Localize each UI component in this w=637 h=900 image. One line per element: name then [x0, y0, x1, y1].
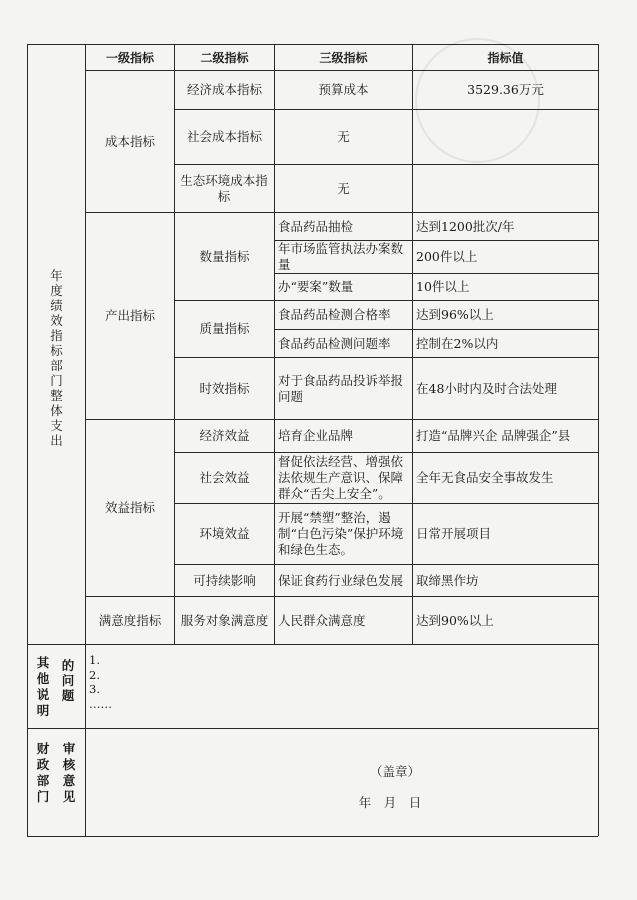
- benefit-l3: 开展“禁塑”整治，遏制“白色污染”保护环境和绿色生态。: [278, 510, 404, 557]
- cost-l2: 经济成本指标: [186, 82, 262, 97]
- note-item: 3.: [89, 682, 100, 696]
- benefit-l3: 培育企业品牌: [278, 428, 354, 443]
- benefit-indicator-label: 效益指标: [104, 500, 155, 515]
- review-label-a: 财 政 部 门: [36, 741, 50, 804]
- cost-l3: 无: [337, 180, 350, 196]
- benefit-value: 打造“品牌兴企 品牌强企”县: [416, 428, 571, 443]
- benefit-l3: 保证食药行业绿色发展: [278, 572, 404, 588]
- cost-l3: 无: [337, 129, 350, 144]
- other-notes-list: [89, 653, 112, 711]
- benefit-l2: 社会效益: [199, 470, 250, 485]
- quality-value: 达到96%以上: [416, 307, 494, 322]
- quality-value: 控制在2%以内: [416, 335, 499, 351]
- header-level3: 三级指标: [319, 50, 368, 65]
- other-label-b: 的 问 题: [61, 657, 75, 703]
- satisfaction-indicator-label: 满意度指标: [98, 612, 162, 628]
- cost-value: [413, 110, 598, 164]
- benefit-l2: 环境效益: [199, 526, 250, 541]
- rule: [27, 728, 598, 729]
- review-date: 年 月 日: [358, 795, 422, 810]
- seal-text: （盖章）: [369, 764, 420, 779]
- quantity-l3: 食品药品抽检: [278, 218, 354, 234]
- benefit-l3: 督促依法经营、增强依法依规生产意识、保障群众“舌尖上安全”。: [278, 454, 404, 501]
- benefit-value: 全年无食品安全事故发生: [416, 470, 554, 485]
- quantity-value: 10件以上: [416, 279, 470, 294]
- benefit-value: 日常开展项目: [416, 526, 492, 541]
- cost-indicator-label: 成本指标: [104, 133, 155, 149]
- rule: [598, 44, 599, 836]
- header-level1: 一级指标: [105, 50, 154, 65]
- note-item: 1.: [89, 653, 100, 667]
- rule: [27, 836, 598, 837]
- cost-l2: 生态环境成本指标: [180, 172, 268, 204]
- quality-l3: 食品药品检测合格率: [278, 307, 391, 322]
- cost-value: [413, 165, 598, 212]
- output-indicator-label: 产出指标: [104, 308, 155, 323]
- cost-l2: 社会成本指标: [186, 129, 262, 144]
- note-item: ……: [89, 696, 112, 711]
- timeliness-indicator-label: 时效指标: [199, 380, 250, 396]
- header-value: 指标值: [487, 50, 524, 65]
- note-item: 2.: [89, 667, 100, 682]
- section-title: 年 度 绩 效 指 标 部 门 整 体 支 出: [50, 267, 63, 448]
- benefit-value: 取缔黑作坊: [416, 572, 479, 588]
- review-label-b: 审 核 意 见: [62, 741, 76, 804]
- quantity-value: 达到1200批次/年: [416, 218, 515, 234]
- benefit-l2: 经济效益: [199, 428, 250, 443]
- quantity-indicator-label: 数量指标: [199, 248, 250, 264]
- cost-value: 3529.36万元: [467, 82, 544, 97]
- rule: [27, 644, 598, 645]
- other-label-a: 其 他 说 明: [36, 655, 50, 718]
- quantity-value: 200件以上: [416, 249, 478, 264]
- timeliness-l3: 对于食品药品投诉举报问题: [278, 372, 404, 404]
- header-level2: 二级指标: [200, 50, 249, 65]
- satisfaction-l3: 人民群众满意度: [278, 612, 366, 628]
- satisfaction-value: 达到90%以上: [416, 612, 494, 628]
- quality-indicator-label: 质量指标: [199, 321, 250, 336]
- quantity-l3: 年市场监管执法办案数量: [278, 241, 404, 272]
- quantity-l3: 办“要案”数量: [278, 279, 354, 294]
- benefit-l2: 可持续影响: [193, 572, 256, 588]
- quality-l3: 食品药品检测问题率: [278, 335, 391, 351]
- timeliness-value: 在48小时内及时合法处理: [416, 380, 557, 396]
- cost-l3: 预算成本: [318, 82, 369, 97]
- satisfaction-l2: 服务对象满意度: [180, 612, 269, 628]
